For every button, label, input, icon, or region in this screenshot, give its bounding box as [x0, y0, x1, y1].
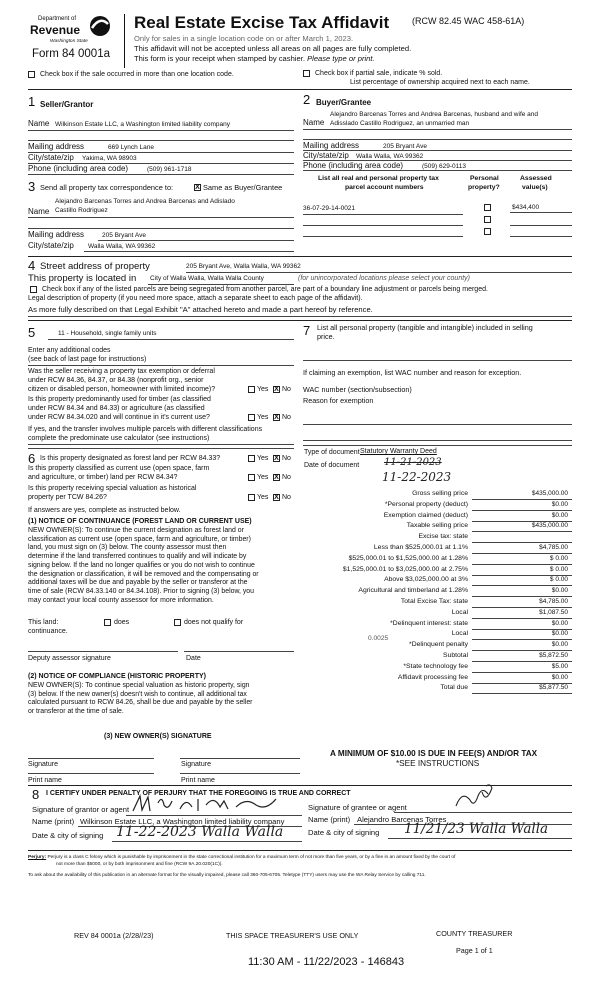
- s6-if-yes: If answers are yes, complete as instructed below.: [28, 507, 181, 514]
- perjury-text-1: Perjury is a class C felony which is punishable by imprisonment in the state correctional institution for a maximum term of not more than five years, or by a fine in an amount fixed by the court of: [47, 855, 456, 860]
- section5-number: 5: [28, 325, 36, 340]
- tax-row-label: Above $3,025,000.00 at 3%: [384, 576, 468, 584]
- doc-type[interactable]: Statutory Warranty Deed: [360, 448, 437, 455]
- tax-row-label: Gross selling price: [412, 490, 468, 497]
- doc-date-handwritten[interactable]: 11-22-2023: [382, 470, 452, 484]
- correspondence-address-label: Mailing address: [28, 230, 85, 239]
- section8-number: 8: [32, 787, 40, 802]
- header-note-1: Only for sales in a single location code on or after March 1, 2023.: [134, 34, 354, 43]
- s6-q3-l2: property per TCW 84.26?: [28, 494, 107, 501]
- correspondence-name-label: Name: [28, 207, 50, 216]
- wac-number-label: WAC number (section/subsection): [303, 385, 412, 394]
- parcels-col1-header-b: parcel account numbers: [345, 184, 424, 191]
- parcel-number[interactable]: 36-07-29-14-0021: [303, 205, 356, 212]
- s6-q1-yes-label: Yes: [257, 455, 269, 462]
- s5-q1-l3: citizen or disabled person, homeowner with limited income)?: [28, 386, 216, 393]
- grantor-name[interactable]: Wilkinson Estate LLC, a Washington limited liability company: [80, 817, 285, 826]
- grantee-date-city[interactable]: 11/21/23 Walla Walla: [404, 821, 549, 837]
- grantee-name-label: Name (print): [308, 815, 351, 824]
- correspondence-city[interactable]: Walla Walla, WA 99362: [88, 243, 156, 250]
- tax-row-label: Total Excise Tax: state: [400, 598, 468, 605]
- notice2-line: NEW OWNER(S): To continue special valuation as historic property, sign: [28, 682, 250, 689]
- land-does-not-checkbox[interactable]: [174, 619, 181, 626]
- tax-row-underline: [472, 531, 572, 532]
- tax-row-label: Affidavit processing fee: [397, 673, 468, 681]
- s5-q2-no-label: No: [282, 414, 291, 421]
- s6-q3-no-checkbox[interactable]: X: [274, 494, 279, 501]
- grantee-signature[interactable]: [452, 784, 496, 812]
- tax-row-label: Exemption claimed (deduct): [383, 511, 468, 519]
- buyer-heading: Buyer/Grantee: [316, 98, 372, 107]
- parcels-col2-header-b: property?: [468, 184, 500, 191]
- tax-row-label: Local: [451, 630, 468, 638]
- s5-q2-l2: under RCW 84.34 and 84.33) or agriculture (as classified: [28, 405, 205, 412]
- seller-name-label: Name: [28, 119, 50, 128]
- perjury-bold: Perjury:: [28, 855, 47, 860]
- parcels-col3-header-b: value(s): [522, 184, 548, 191]
- segregated-label: Check box if any of the listed parcels are being segregated from another parcel, are part of a boundary line adjustment or parcels being merged.: [42, 286, 488, 293]
- grantor-name-label: Name (print): [32, 817, 75, 826]
- tax-row-label: Subtotal: [443, 652, 468, 659]
- grantee-date-label: Date & city of signing: [308, 828, 380, 837]
- see-instructions: *SEE INSTRUCTIONS: [396, 759, 480, 768]
- s6-q3-l1: Is this property receiving special valuation as historical: [28, 485, 197, 492]
- s5-q1-yes-checkbox[interactable]: [248, 386, 255, 393]
- buyer-phone-label: Phone (including area code): [303, 161, 404, 170]
- s5-q1-l2: under RCW 84.36, 84.37, or 84.38 (nonprofit org., senior: [28, 377, 204, 384]
- correspondence-name-line1[interactable]: Alejandro Barcenas Torres and Andrea Barcenas and Adislado: [55, 198, 235, 205]
- new-owner-sig-title: (3) NEW OWNER(S) SIGNATURE: [104, 733, 212, 740]
- buyer-phone[interactable]: (509) 629-0113: [422, 163, 466, 170]
- s5-q2-yes-checkbox[interactable]: [248, 414, 255, 421]
- parcel-personal-checkbox-1[interactable]: [484, 204, 491, 211]
- tax-row-label: *Delinquent penalty: [409, 641, 468, 649]
- tax-row-amount[interactable]: $ 0.00: [549, 565, 568, 573]
- notice2-title: (2) NOTICE OF COMPLIANCE (HISTORIC PROPERTY): [28, 673, 206, 680]
- correspondence-label: Send all property tax correspondence to:: [40, 183, 174, 192]
- multi-location-checkbox[interactable]: [28, 71, 35, 78]
- continuance-label: continuance.: [28, 628, 68, 635]
- street-label: Street address of property: [40, 261, 150, 272]
- notice1-line: may contact your local county assessor for more information.: [28, 596, 214, 604]
- s5-q2-no-checkbox[interactable]: X: [274, 414, 279, 421]
- section7-number: 7: [303, 323, 311, 338]
- local-rate: 0.0025: [368, 635, 389, 642]
- s6-q2-yes-checkbox[interactable]: [248, 474, 255, 481]
- tax-row-amount[interactable]: $0.00: [551, 619, 568, 627]
- seller-address[interactable]: 669 Lynch Lane: [108, 144, 155, 151]
- s6-q2-l2: and agriculture, or timber) land per RCW 84.34?: [28, 474, 178, 481]
- tax-row-underline: [472, 693, 572, 694]
- parcel-personal-checkbox-3[interactable]: [484, 228, 491, 235]
- form-number: Form 84 0001a: [32, 48, 110, 60]
- property-located[interactable]: City of Walla Walla, Walla Walla County: [150, 275, 264, 282]
- tax-row-amount[interactable]: $0.00: [551, 511, 568, 519]
- tax-row-label: Excise tax: state: [418, 533, 468, 541]
- property-number: 4: [28, 258, 36, 273]
- minimum-fee-notice: A MINIMUM OF $10.00 IS DUE IN FEE(S) AND/OR TAX: [330, 749, 538, 758]
- this-land-label: This land:: [28, 619, 59, 626]
- buyer-address-label: Mailing address: [303, 141, 360, 150]
- new-owner-signature-label-2: Signature: [181, 761, 211, 768]
- recording-stamp: 11:30 AM - 11/22/2023 - 146843: [248, 956, 405, 968]
- partial-sale-label: Check box if partial sale, indicate % sold.: [315, 70, 443, 77]
- correspondence-city-label: City/state/zip: [28, 241, 74, 250]
- exemption-reason-label: Reason for exemption: [303, 396, 374, 405]
- parcels-col2-header-a: Personal: [470, 175, 499, 182]
- s6-q3-yes-checkbox[interactable]: [248, 494, 255, 501]
- tax-row-label: *State technology fee: [403, 662, 468, 670]
- notice1-line: determine if the land transferred continues to qualify and will indicate by: [28, 553, 247, 561]
- located-hint: (for unincorporated locations please select your county): [298, 275, 470, 282]
- seller-phone-label: Phone (including area code): [28, 164, 129, 173]
- notice1-line: NEW OWNER(S): To continue the current designation as forest land or: [28, 527, 244, 534]
- treasurer-use: THIS SPACE TREASURER'S USE ONLY: [226, 931, 359, 940]
- grantor-date-city[interactable]: 11-22-2023 Walla Walla: [116, 824, 284, 840]
- grantor-sig-label: Signature of grantor or agent: [32, 805, 130, 814]
- rev-number: REV 84 0001a (2/28//23): [74, 931, 154, 940]
- tax-row-amount[interactable]: $ 0.00: [549, 554, 568, 562]
- doc-date-struck[interactable]: 11-21-2023: [384, 457, 442, 468]
- seller-number: 1: [28, 94, 36, 109]
- s5-q1-yes-label: Yes: [257, 386, 269, 393]
- parcel-assessed-value[interactable]: $434,400: [512, 204, 540, 211]
- seller-heading: Seller/Grantor: [40, 100, 94, 109]
- logo-revenue: Revenue: [30, 23, 81, 37]
- s5-q3-l2: complete the predominate use calculator (see instructions): [28, 435, 210, 442]
- notice1-title: (1) NOTICE OF CONTINUANCE (FOREST LAND OR CURRENT USE): [28, 518, 252, 525]
- section6-number: 6: [28, 451, 36, 466]
- section7-text-b: price.: [317, 332, 335, 341]
- tax-row-label: Total due: [440, 684, 468, 692]
- deputy-signature-label: Deputy assessor signature: [28, 655, 111, 662]
- s5-q2-l1: Is this property predominantly used for timber (as classified: [28, 396, 211, 403]
- s6-q1-no-checkbox[interactable]: X: [274, 455, 279, 462]
- s6-q3-yes-label: Yes: [257, 494, 269, 501]
- tax-row-label: *Delinquent interest: state: [390, 619, 468, 627]
- same-as-buyer-label: Same as Buyer/Grantee: [203, 183, 283, 192]
- doc-type-label: Type of document: [304, 449, 360, 456]
- header-note-3a: This form is your receipt when stamped by cashier.: [134, 54, 305, 63]
- tax-row-amount[interactable]: $0.00: [551, 500, 568, 508]
- legal-description[interactable]: As more fully described on that Legal Exhibit "A" attached hereto and made a part hereof by reference.: [28, 305, 373, 314]
- legal-label: Legal description of property (if you need more space, attach a separate sheet to each page of the affidavit).: [28, 295, 363, 302]
- s5-q2-l3: under RCW 84.34.020 and will continue in it's current use?: [28, 414, 210, 421]
- availability-note: To ask about the availability of this publication in an alternate format for the visually impaired, please call 360-705-6705. Teletype (TTY) users may use the WA Relay Service by calling 711.: [28, 873, 426, 878]
- tax-row-label: Taxable selling price: [406, 522, 468, 530]
- s5-q1-no-checkbox[interactable]: X: [274, 386, 279, 393]
- header-note-3b: Please type or print.: [307, 54, 375, 63]
- grantor-date-label: Date & city of signing: [32, 831, 104, 840]
- tax-row-label: $525,000.01 to $1,525,000.00 at 1.28%: [348, 554, 468, 562]
- notice2-line: (3) below. If the new owner(s) doesn't wish to continue, all additional tax: [28, 690, 247, 698]
- s6-q2-yes-label: Yes: [257, 474, 269, 481]
- new-owner-signature-label: Signature: [28, 761, 58, 768]
- segregated-checkbox[interactable]: [30, 286, 37, 293]
- grantee-sig-label: Signature of grantee or agent: [308, 803, 407, 812]
- tax-row-amount[interactable]: $0.00: [551, 673, 568, 681]
- tax-row-label: Local: [451, 608, 468, 616]
- buyer-name-label: Name: [303, 118, 325, 127]
- buyer-name-line2[interactable]: Adisslado Castillo Rodriguez, an unmarried man: [330, 120, 470, 127]
- land-does-label: does: [114, 619, 130, 626]
- buyer-city-label: City/state/zip: [303, 151, 349, 160]
- s5-q1-l1: Was the seller receiving a property tax exemption or deferral: [28, 368, 215, 375]
- tax-row-amount[interactable]: $ 0.00: [549, 576, 568, 584]
- notice2-line: or transferor at the time of sale.: [28, 708, 124, 716]
- seller-name[interactable]: Wilkinson Estate LLC, a Washington limited liability company: [55, 121, 230, 128]
- notice1-line: the designation or classification, it will be removed and the compensating or: [28, 570, 259, 578]
- s5-q2-yes-label: Yes: [257, 414, 269, 421]
- tax-row-amount[interactable]: $5.00: [551, 662, 568, 670]
- tax-row-amount[interactable]: $0.00: [551, 630, 568, 638]
- buyer-number: 2: [303, 92, 311, 107]
- tax-row-label: Agricultural and timberland at 1.28%: [358, 587, 468, 595]
- s6-q2-no-checkbox[interactable]: X: [274, 474, 279, 481]
- tax-row-amount[interactable]: $435,000.00: [531, 490, 568, 497]
- tax-row-amount[interactable]: $435,000.00: [531, 522, 568, 530]
- same-as-buyer-checkbox[interactable]: X: [195, 184, 200, 191]
- tax-row-amount[interactable]: $0.00: [551, 641, 568, 649]
- tax-row-label: *Personal property (deduct): [384, 500, 468, 508]
- new-owner-print-label: Print name: [28, 777, 62, 784]
- new-owner-print-label-2: Print name: [181, 777, 215, 784]
- correspondence-name-line2[interactable]: Castillo Rodriguez: [55, 207, 108, 214]
- buyer-name-line1[interactable]: Alejandro Barcenas Torres and Andrea Barcenas, husband and wife and: [330, 111, 539, 118]
- notice2-line: calculated pursuant to RCW 84.26, shall be due and payable by the seller: [28, 699, 253, 707]
- page-number: Page 1 of 1: [456, 946, 493, 955]
- deputy-date-label: Date: [186, 655, 201, 662]
- seller-city[interactable]: Yakima, WA 98903: [82, 155, 137, 162]
- logo-dept: Department of: [38, 16, 77, 22]
- header-note-2: This affidavit will not be accepted unless all areas on all pages are fully completed.: [134, 44, 412, 53]
- logo-state: Washington State: [50, 39, 88, 44]
- tax-row-label: Less than $525,000.01 at 1.1%: [373, 544, 468, 551]
- tax-row-amount[interactable]: $0.00: [551, 587, 568, 595]
- dor-logo: [28, 14, 118, 64]
- buyer-city[interactable]: Walla Walla, WA 99362: [356, 153, 424, 160]
- tax-row-amount[interactable]: $1,087.50: [539, 608, 568, 616]
- s6-q1-yes-checkbox[interactable]: [248, 455, 255, 462]
- additional-codes-2: (see back of last page for instructions): [28, 356, 147, 363]
- partial-sale-checkbox[interactable]: [303, 70, 310, 77]
- seller-phone[interactable]: (509) 961-1718: [147, 166, 192, 173]
- s6-q1: Is this property designated as forest land per RCW 84.33?: [40, 455, 221, 462]
- notice1-line: land, you must sign on (3) below. The county assessor must then: [28, 544, 227, 552]
- grantor-signature[interactable]: [128, 793, 278, 815]
- land-does-not-label: does not qualify for: [184, 619, 244, 626]
- certify-statement: I CERTIFY UNDER PENALTY OF PERJURY THAT THE FOREGOING IS TRUE AND CORRECT: [46, 790, 351, 797]
- property-street[interactable]: 205 Bryant Ave, Walla Walla, WA 99362: [186, 263, 301, 270]
- s6-q3-no-label: No: [282, 494, 291, 501]
- perjury-line-2: not more than $5000, or by both imprisonment and fine (RCW 9A.20.020(1C)).: [56, 862, 223, 867]
- notice1-line: additional taxes will be due and payable by the seller or transferor at the: [28, 579, 248, 587]
- perjury-line-1: [28, 855, 455, 860]
- use-code[interactable]: 11 - Household, single family units: [58, 330, 157, 337]
- section7-text-a: List all personal property (tangible and intangible) included in selling: [317, 323, 533, 332]
- form-rcw: (RCW 82.45 WAC 458-61A): [412, 16, 525, 26]
- tax-row-amount[interactable]: $5,872.50: [539, 652, 568, 659]
- correspondence-number: 3: [28, 179, 36, 194]
- tax-row-label: $1,525,000.01 to $3,025,000.00 at 2.75%: [342, 565, 468, 573]
- multi-location-label: Check box if the sale occurred in more than one location code.: [40, 71, 234, 78]
- s5-q3-l1: If yes, and the transfer involves multiple parcels with different classifications: [28, 426, 263, 433]
- additional-codes-1: Enter any additional codes: [28, 347, 111, 354]
- s5-q1-no-label: No: [282, 386, 291, 393]
- notice1-line: classification as current use (open space, farm and agriculture, or timber): [28, 535, 251, 543]
- parcel-personal-checkbox-2[interactable]: [484, 216, 491, 223]
- parcels-col1-header-a: List all real and personal property tax: [318, 175, 439, 182]
- s6-q1-no-label: No: [282, 455, 291, 462]
- grantee-name[interactable]: Alejandro Barcenas Torres: [357, 815, 447, 824]
- parcels-col3-header-a: Assessed: [520, 175, 552, 182]
- tax-row-amount[interactable]: $5,877.50: [539, 684, 568, 692]
- correspondence-address[interactable]: 205 Bryant Ave: [102, 232, 146, 239]
- doc-date-label: Date of document: [304, 462, 360, 469]
- tax-row-amount[interactable]: $4,785.00: [539, 544, 568, 551]
- county-treasurer: COUNTY TREASURER: [436, 929, 513, 938]
- partial-sale-label-2: List percentage of ownership acquired next to each name.: [350, 79, 530, 86]
- header-note-3: [134, 55, 375, 63]
- notice1-line: signing below. If the land no longer qualifies or you do not wish to continue: [28, 561, 255, 569]
- seller-city-label: City/state/zip: [28, 153, 74, 162]
- tax-row-amount[interactable]: $4,785.00: [539, 598, 568, 605]
- buyer-address[interactable]: 205 Bryant Ave: [383, 143, 427, 150]
- located-label: This property is located in: [28, 273, 137, 284]
- seller-address-label: Mailing address: [28, 142, 85, 151]
- wac-claim: If claiming an exemption, list WAC number and reason for exception.: [303, 368, 522, 377]
- s6-q2-no-label: No: [282, 474, 291, 481]
- logo-swoosh-icon: [88, 14, 112, 38]
- form-title: Real Estate Excise Tax Affidavit: [134, 13, 390, 32]
- s6-q2-l1: Is this property classified as current use (open space, farm: [28, 465, 210, 472]
- notice1-line: time of sale (RCW 84.33.140 or 84.34.108). Prior to signing (3) below, you: [28, 587, 254, 595]
- land-does-checkbox[interactable]: [104, 619, 111, 626]
